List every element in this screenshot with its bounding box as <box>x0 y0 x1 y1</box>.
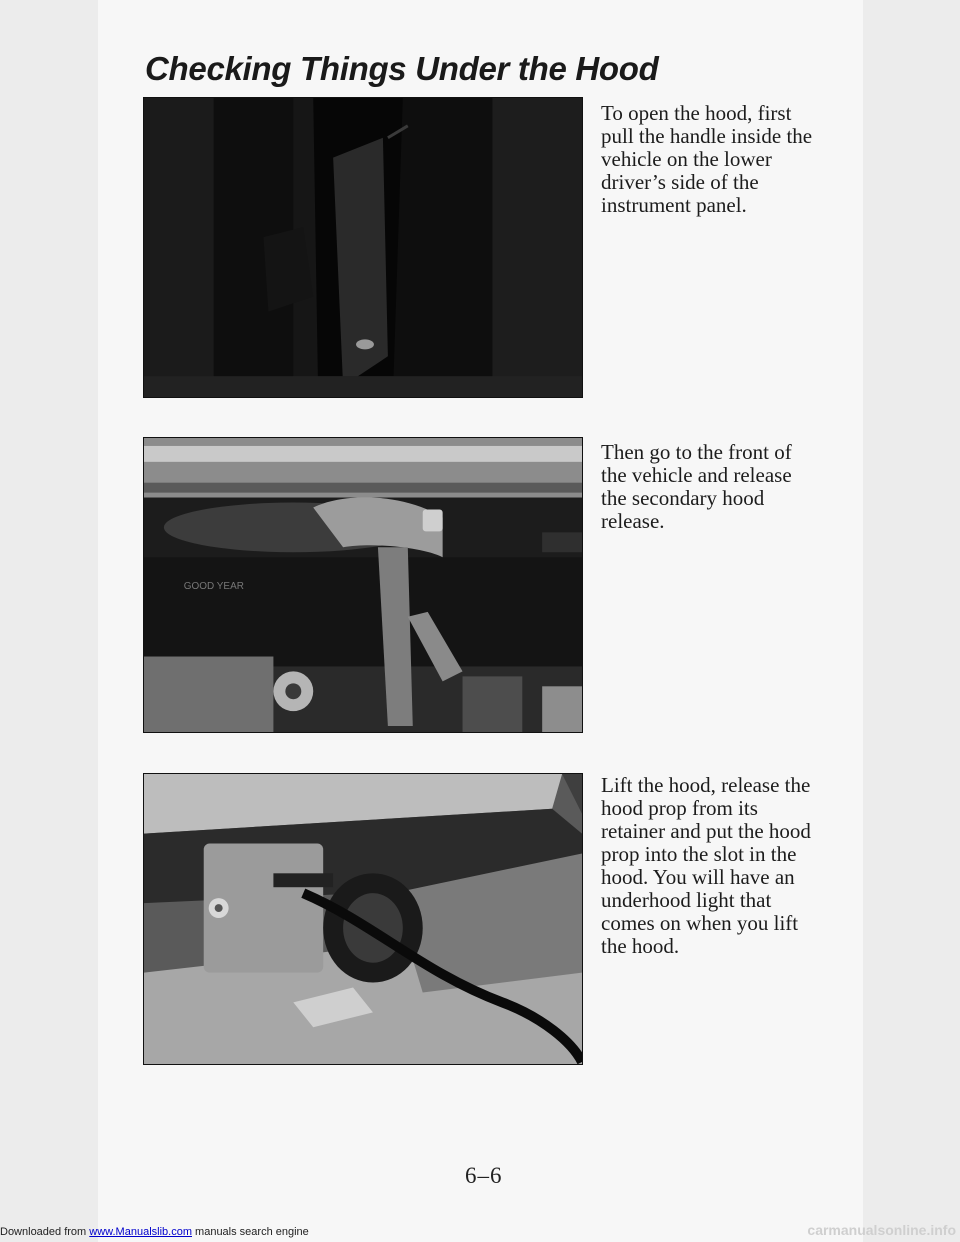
download-notice-prefix: Downloaded from <box>0 1226 90 1238</box>
page-number: 6–6 <box>465 1163 503 1188</box>
caption-step-1: To open the hood, first pull the handle inside the vehicle on the lower driver’s side of the instrument panel. <box>601 101 813 217</box>
caption-step-3: Lift the hood, release the hood prop from its retainer and put the hood prop into the slot in the hood. You will have an underhood light that comes on when you lift the hood. <box>601 773 811 958</box>
page-title: Checking Things Under the Hood <box>145 50 659 87</box>
photo-hood-prop <box>143 773 583 1065</box>
photo-hood-release-handle <box>143 97 583 398</box>
watermark: carmanualsonline.info <box>807 1222 956 1238</box>
download-notice <box>0 1226 309 1238</box>
download-notice-suffix: manuals search engine <box>191 1226 309 1238</box>
svg-text:GOOD YEAR: GOOD YEAR <box>183 580 244 592</box>
caption-step-2: Then go to the front of the vehicle and release the secondary hood release. <box>601 440 792 533</box>
photo-secondary-hood-release <box>143 437 583 733</box>
manualslib-link[interactable]: www.Manualslib.com <box>89 1226 192 1238</box>
